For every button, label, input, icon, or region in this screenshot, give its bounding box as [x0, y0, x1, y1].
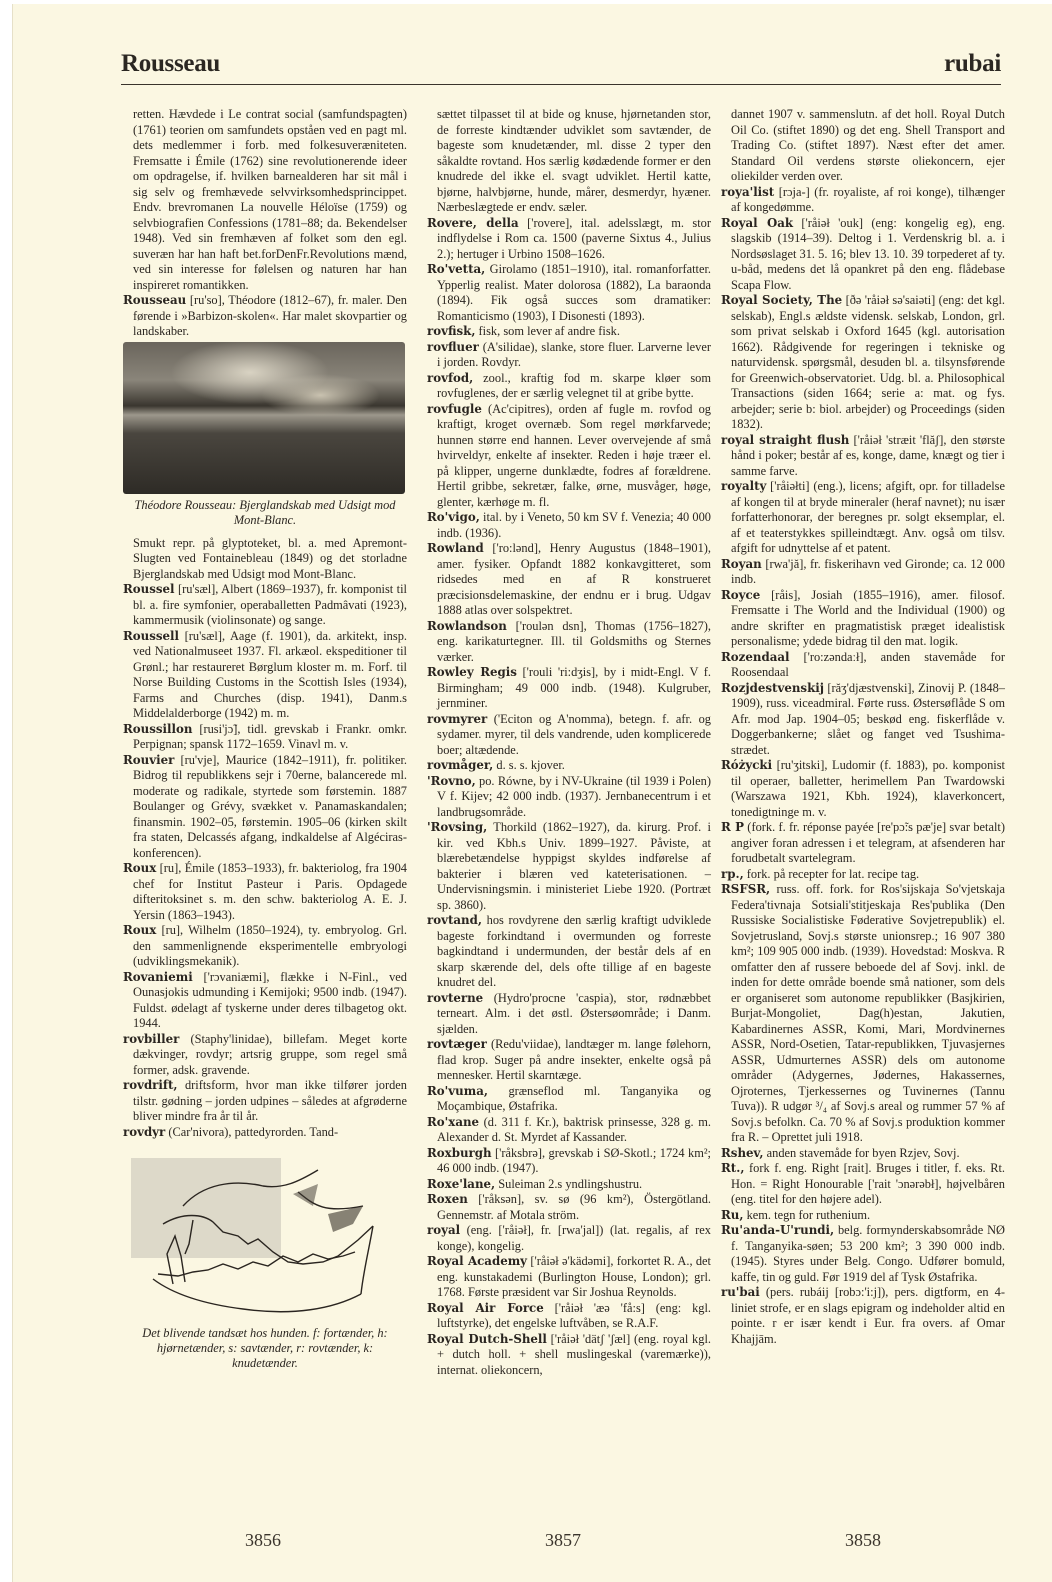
dictionary-entry — [721, 557, 1005, 588]
entry-text: anden stavemåde for byen Rzjev, Sovj. — [763, 1145, 960, 1160]
entry-text: ['roulən dsn], Thomas (1756–1827), eng. karikaturtegner. Ill. til Goldsmiths og Sternes værker. — [437, 618, 711, 664]
dictionary-entry — [427, 665, 711, 712]
page-number-1: 3856 — [245, 1530, 281, 1550]
page-header — [121, 44, 1001, 85]
dictionary-entry — [123, 293, 407, 340]
dictionary-entry — [721, 433, 1005, 480]
entry-headword: rovterne — [427, 990, 484, 1005]
entry-text: (fork. f. fr. réponse payée [re'pɔ̃:s pæ'je] svar betalt) angiver foran adressen i et telegram, at afsenderen har forudbetalt svartelegram. — [731, 820, 1005, 865]
entry-headword: Roxe'lane, — [427, 1176, 496, 1191]
entry-headword: 'Rovsing, — [427, 820, 488, 834]
dictionary-entry — [123, 1032, 407, 1079]
entry-headword: Rouvier — [123, 752, 175, 767]
entry-headword: Rowlandson — [427, 618, 507, 633]
entry-headword: Royce — [721, 587, 761, 602]
dictionary-entry — [427, 324, 711, 340]
dictionary-entry — [427, 541, 711, 619]
entry-headword: 'Rovno, — [427, 773, 476, 788]
entry-text: driftsform, hvor man ikke tilfører jorden tilstr. gødning – jorden udpines – således at afgrøderne bliver mindre fra år til år. — [133, 1078, 407, 1123]
entry-headword: Rozjdestvenskij — [721, 680, 824, 695]
entry-text: Girolamo (1851–1910), ital. romanforfatter. Ypperlig realist. Mater dolorosa (1882), La baraonda (1894). Fik også succes som dramatiker: Romanticismo (1903), I Disonesti (1893). — [437, 262, 711, 323]
dictionary-entry — [427, 340, 711, 371]
dictionary-entry — [427, 371, 711, 402]
entry-text: (d. 311 f. Kr.), baktrisk prinsesse, 328 g. m. Alexander d. St. Myrdet af Kassander. — [437, 1114, 711, 1144]
entry-headword: rovbiller — [123, 1031, 180, 1046]
entry-text: Smukt repr. på glyptoteket, bl. a. med Apremont-Slugten ved Fontainebleau (1849) og det storladne Bjerglandskab med Udsigt mod Mont-Blanc. — [133, 535, 407, 581]
entry-headword: Rozendaal — [721, 649, 790, 664]
entry-headword: Royal Oak — [721, 215, 794, 230]
entry-text: kem. tegn for ruthenium. — [743, 1207, 871, 1222]
entry-text: (Car'nivora), pattedyrorden. Tand- — [165, 1124, 339, 1139]
dictionary-entry — [123, 629, 407, 722]
entry-text: ['råksbrə], grevskab i SØ-Skotl.; 1724 km²; 46 000 indb. (1947). — [437, 1145, 711, 1175]
dictionary-entry — [427, 216, 711, 263]
entry-text: d. s. s. kjover. — [493, 758, 565, 772]
entry-text: [ru'sæl], Aage (f. 1901), da. arkitekt, insp. ved Nationalmuseet 1937. Fl. arkæol. ekspeditioner til Grønl.; har restaureret Børglum kloster m. m. Forf. til Norse Building Customs in the Scottish Isles (1934), Farms and Churches (disp. 1941), Danm.s Middelalderborge (1942) m. m. — [133, 628, 407, 720]
entry-headword: Royal Academy — [427, 1254, 528, 1268]
entry-text: [ru'vje], Maurice (1842–1911), fr. politiker. Bidrog til republikkens sejr i 70erne, balancerede ml. moderate og radikale, styrtede som førstemin. 1887 Boulanger og Grévy, svækket v. Panamaskandalen; finansmin. 1902–05, førstemin. 1905–06 (kirken skilt fra staten, Delcassés afgang, indkaldelse af Algéciras-konferencen). — [133, 752, 407, 860]
entry-headword: Roussillon — [123, 721, 193, 736]
entry-headword: roya'list — [721, 184, 775, 199]
entry-text: (Ac'cipitres), orden af fugle m. rovfod og kraftigt, kroget overnæb. Som regel mørkfarvede; hunnen større end hannen. Lever overvejende af små hvirveldyr, enkelte af insekter. Reden i høje træer el. på klipper, ungerne dunklædte, fodres af forældrene. Hertil gribbe, sekretær, falke, ørne, musvåger, høge, glenter, kærhøge m. fl. — [437, 401, 711, 509]
entry-text: ['ro:zəndaːł], anden stavemåde for Roosendaal — [731, 649, 1005, 679]
entry-headword: Różycki — [721, 758, 773, 772]
entry-headword: Ru, — [721, 1207, 744, 1222]
entry-headword: Ro'vetta, — [427, 262, 486, 276]
dictionary-entry — [721, 882, 1005, 1146]
entry-text: sættet tilpasset til at bide og knuse, hjørnetanden stor, de forreste kindtænder udviklet som savtænder, de bageste som knudetænder, ml. disse 2 typer den såkaldte rovtand. Hos særlig kødædende former er den knudrede del ikke el. svagt udviklet. Hertil katte, bjørne, halvbjørne, hunde, mårer, desmerdyr, hyæner. Nærbeslægtede er endv. sæler. — [437, 107, 711, 214]
entry-headword: rovfluer — [427, 339, 479, 354]
dictionary-entry — [427, 820, 711, 913]
entry-headword: rovtand, — [427, 913, 482, 927]
column-3 — [721, 107, 1005, 1347]
dictionary-entry — [427, 991, 711, 1038]
dictionary-entry — [427, 758, 711, 774]
entry-text: fork. på recepter for lat. recipe tag. — [743, 866, 920, 881]
jaw-figure — [123, 1144, 407, 1371]
entry-text: [rwa'jă], fr. fiskerihavn ved Gironde; ca. 12 000 indb. — [731, 556, 1005, 586]
entry-headword: royalty — [721, 479, 767, 493]
entry-headword: Ro'vuma, — [427, 1083, 488, 1098]
entry-headword: royal straight flush — [721, 432, 850, 447]
entry-headword: rovmåger, — [427, 758, 494, 772]
entry-headword: Rshev, — [721, 1145, 764, 1160]
entry-text: ['råiəł 'æə 'få:s] (eng: kgl. luftstyrke), det engelske luftvåben, se R.A.F. — [437, 1300, 711, 1330]
dictionary-entry — [427, 619, 711, 666]
entry-text: ['råksən], sv. sø (96 km²), Östergötland. Gennemstr. af Motala ström. — [437, 1192, 711, 1222]
entry-headword: rovdyr — [123, 1124, 166, 1139]
entry-text: [răʒ'djæstvenski], Zinovij P. (1848–1909), russ. viceadmiral. Førte russ. Østersøflåde S om Afr. mod Jap. 1904–05; beskød eng. fiskerflåde v. Doggerbankerne; slået og fanget ved Tsushima-strædet. — [731, 680, 1005, 757]
landscape-painting-image — [123, 342, 405, 494]
dictionary-entry — [721, 293, 1005, 433]
dictionary-entry — [721, 758, 1005, 820]
entry-headword: Roxen — [427, 1192, 468, 1206]
entry-text: fork f. eng. Right [rait]. Bruges i titler, f. eks. Rt. Hon. = Right Honourable ['rait 'ɔnərəbł], højvelbåren (eng. titel for den højere adel). — [731, 1161, 1005, 1206]
entry-text: [ru'sæl], Albert (1869–1937), fr. komponist til bl. a. fire symfonier, operaballetten Padmâvati (1923), kammermusik (violinsonate) og sange. — [133, 582, 407, 627]
dictionary-entry — [427, 913, 711, 991]
dictionary-entry — [721, 650, 1005, 681]
column-1 — [123, 107, 407, 1379]
entry-headword: Rousseau — [123, 293, 187, 307]
entry-text: [ru], Émile (1853–1933), fr. bakteriolog, fra 1904 chef for Institut Pasteur i Paris. Opdagede difteritoksinet s. m. den schw. bakteriolog A. E. J. Yersin (1863–1943). — [133, 861, 407, 922]
entry-text: (Redu'viidae), landtæger m. lange følehorn, flad krop. Suger på andre insekter, enkelte også på mennesker. Hertil skarntæge. — [437, 1037, 711, 1082]
entry-headword: rovfisk, — [427, 324, 476, 338]
dictionary-entry — [427, 1115, 711, 1146]
page-number-2: 3857 — [545, 1530, 581, 1550]
dictionary-entry — [427, 1301, 711, 1332]
dictionary-entry — [721, 185, 1005, 216]
entry-headword: rp., — [721, 866, 744, 881]
dictionary-entry — [427, 262, 711, 324]
entry-headword: rovdrift, — [123, 1078, 178, 1092]
dictionary-entry — [427, 1037, 711, 1084]
entry-text: Suleiman 2.s yndlingshustru. — [495, 1176, 643, 1191]
entry-headword: Roussell — [123, 628, 180, 643]
entry-text: [råis], Josiah (1855–1916), amer. filosof. Fremsatte i The World and the Individual (1900) og andre skrifter en pragmatistisk præget idealistisk personalisme; ydede bidrag til den mat. logik. — [731, 587, 1005, 648]
dictionary-entry — [721, 479, 1005, 557]
entry-headword: royal — [427, 1223, 461, 1237]
entry-text: belg. formynderskabsområde NØ f. Tanganyika-søen; 53 200 km²; 3 390 000 indb. (1945). Styres under Belg. Congo. Udfører bomuld, kaffe, tin og guld. Før 1919 del af Tysk Østafrika. — [731, 1223, 1005, 1284]
dictionary-entry — [427, 510, 711, 541]
dictionary-entry — [721, 1208, 1005, 1224]
entry-text: [ru'ʒitski], Ludomir (f. 1883), po. komponist til operaer, balletter, herimellem Pan Twardowski (Warszawa 1921, Kbh. 1924), klaverkoncert, tonedigtninge m. v. — [731, 758, 1005, 819]
entry-text: [ðə 'råiəł sə'saiəti] (eng: det kgl. selskab), Engl.s ældste vidensk. selskab, London, grl. som privat selskab i Oxford 1645 (kgl. autorisation 1662). Rådgivende for regeringen i tekniske og naturvidensk. spørgsmål, desuden bl. a. tilsynsførende for Greenwich-observatoriet. Udg. bl. a. Philosophical Transactions (siden 1664; serie a: mat. og fys. arbejder; serie b: biol. arbejder) og Proceedings (siden 1832). — [731, 293, 1005, 431]
entry-text: ['rovere], ital. adelsslægt, m. stor indflydelse i Rom ca. 1500 (paverne Sixtus 4., Julius 2.); hertuger i Urbino 1508–1626. — [437, 215, 712, 261]
entry-headword: rovtæger — [427, 1037, 487, 1051]
dog-jaw-illustration — [123, 1144, 407, 1322]
entry-continuation — [123, 107, 407, 293]
column-2 — [427, 107, 711, 1378]
entry-text: ital. by i Veneto, 50 km SV f. Venezia; 40 000 indb. (1936). — [437, 510, 711, 540]
dictionary-entry — [427, 1146, 711, 1177]
entry-headword: Roxburgh — [427, 1145, 492, 1160]
entry-headword: Rt., — [721, 1161, 745, 1175]
entry-text: [ru'so], Théodore (1812–67), fr. maler. Den førende i »Barbizon-skolen«. Har malet skovpartier og landskaber. — [133, 293, 407, 338]
entry-text: ['råiəł 'dätʃ 'ʃæl] (eng. royal kgl. + dutch holl. + shell muslingeskal (varemærke)), internat. oliekoncern, — [437, 1331, 711, 1377]
dictionary-entry — [123, 923, 407, 970]
dictionary-entry — [123, 1125, 407, 1141]
entry-text: ['rouli 'ri:dʒis], by i midt-Engl. V f. Birmingham; 49 000 indb. (1948). Kulgruber, jernminer. — [437, 665, 711, 710]
entry-headword: rovmyrer — [427, 711, 488, 726]
figure-caption: Théodore Rousseau: Bjerglandskab med Udsigt mod Mont-Blanc. — [134, 497, 396, 527]
entry-headword: Rovaniemi — [123, 969, 193, 984]
dictionary-entry — [427, 774, 711, 821]
dictionary-entry — [721, 1285, 1005, 1347]
entry-text: Thorkild (1862–1927), da. kirurg. Prof. i kir. ved Kbh.s Univ. 1899–1927. Påviste, at blærebetændelse hyppigst skyldes indførelse af bakterier i blæren ved kateterisationen. – Undervisningsmin. i ministeriet Liebe 1920. (Portræt sp. 3860). — [437, 820, 711, 912]
entry-headword: RSFSR, — [721, 882, 771, 896]
dictionary-entry — [721, 1146, 1005, 1162]
entry-headword: Roux — [123, 923, 157, 937]
dictionary-entry — [123, 722, 407, 753]
entry-text: ['råiəł 'ouk] (eng: kongelig eg), eng. slagskib (1914–39). Deltog i 1. Verdenskrig bl. a. i Nordsøslaget 31. 5. 16; blev 13. 10. 39 torpederet af ty. u-båd, medens det lå opankret på den eng. flådebase Scapa Flow. — [731, 215, 1005, 292]
dictionary-entry — [427, 1177, 711, 1193]
dictionary-page-spread — [12, 4, 1052, 1582]
entry-headword: Rovere, della — [427, 215, 519, 230]
dictionary-entry — [427, 1254, 711, 1301]
entry-headword: Royal Air Force — [427, 1300, 544, 1315]
entry-text: (pers. rubáij [robɔ:'i:j]), pers. digtform, en 4-liniet strofe, er en slags epigram og indeholder altid en pointe. r er især kendt i Eur. fra overs. af Omar Khajjām. — [731, 1285, 1005, 1346]
entry-headword: ru'bai — [721, 1285, 760, 1299]
entry-text: retten. Hævdede i Le contrat social (samfundspagten) (1761) teorien om samfundets opståen ved en pagt ml. dets medlemmer i forb. med folkesuveræniteten. Fremsatte i Émile (1762) sine revolutionerende ideer om opdragelse, if. hvilken barnealderen har sit mål i sig selv og fremhævede selvvirksomhedsprincippet. Endv. brevromanen La nouvelle Héloïse (1759) og selvbiografien Confessions (1781–88; da. Bekendelser 1948). Ved sin fremhæven af folket som den egl. suveræn har han haft bet.forDenFr.Revolutions mænd, ved sin interesse for følelsen og naturen har han inspireret romantikken. — [133, 107, 407, 292]
entry-text: zool., kraftig fod m. skarpe kløer som rovfuglenes, der er særlig velegnet til at gribe bytte. — [437, 370, 711, 400]
dictionary-entry — [123, 582, 407, 629]
entry-text: ['ro:lənd], Henry Augustus (1848–1901), amer. fysiker. Opfandt 1882 konkavgitteret, som ridsedes med en af R konstrueret præcisionsdelemaskine, der endnu er i brug. Udgav 1888 atlas over solspektret. — [437, 541, 711, 617]
entry-headword: rovfod, — [427, 370, 474, 385]
dictionary-entry — [427, 402, 711, 511]
entry-text: fisk, som lever af andre fisk. — [475, 324, 620, 338]
entry-headword: Ro'xane — [427, 1114, 480, 1129]
entry-text: grænseflod ml. Tanganyika og Moçambique, Østafrika. — [437, 1083, 711, 1113]
dictionary-entry — [721, 1223, 1005, 1285]
entry-text: (Staphy'linidae), billefam. Meget korte dækvinger, rovdyr; artsrig gruppe, som regel små former, adsk. gravende. — [133, 1031, 407, 1077]
entry-text: (Hydro'procne 'caspia), stor, rødnæbbet terneart. Alm. i det østl. Østersøområde; i Danm. sjælden. — [437, 990, 711, 1036]
entry-text: [ru], Wilhelm (1850–1924), ty. embryolog. Grl. den sammenlignende eksperimentelle embryologi (udviklingsmekanik). — [133, 923, 407, 968]
entry-headword: Rowley Regis — [427, 665, 517, 679]
entry-text: ['råiəł ə'kädəmi], forkortet R. A., det eng. kunstakademi (Burlington House, London); grl. 1768. Første præsident var Sir Joshua Reynolds. — [437, 1254, 711, 1299]
dictionary-entry — [427, 712, 711, 759]
entry-continuation — [427, 107, 711, 216]
dictionary-entry — [427, 1223, 711, 1254]
dictionary-entry — [123, 753, 407, 862]
entry-headword: Royan — [721, 556, 762, 571]
page-number-3: 3858 — [845, 1530, 881, 1550]
entry-text: (A'silidae), slanke, store fluer. Larverne lever i jorden. Rovdyr. — [437, 339, 711, 369]
guideword-left: Rousseau — [121, 50, 221, 77]
entry-headword: R P — [721, 820, 744, 834]
entry-text: ('Eciton og A'nomma), betegn. f. afr. og sydamer. myrer, til dels vandrende, uden komplicerede boer; altædende. — [437, 711, 711, 757]
guideword-right: rubai — [944, 50, 1001, 77]
entry-text: hos rovdyrene den særlig kraftigt udviklede bageste forkindtand i overmunden og forreste bagkindtand i undermunden, der består dels af en skarp skærende del, dels ofte tillige af en bageste knudret del. — [437, 913, 711, 989]
entry-text: [rusi'jɔ̃], tidl. grevskab i Frankr. omkr. Perpignan; spansk 1172–1659. Vinavl m. v. — [133, 721, 407, 751]
entry-headword: Roussel — [123, 582, 175, 596]
dictionary-entry — [427, 1332, 711, 1379]
figure-caption: Det blivende tandsæt hos hunden. f: fortænder, h: hjørnetænder, s: savtænder, r: rovtænder, k: knudetænder. — [142, 1326, 388, 1370]
dictionary-entry — [123, 970, 407, 1032]
entry-text: ['råiəłti] (eng.), licens; afgift, opr. for tilladelse af kongen til at bryde mineraler (heraf navnet); nu især forfatterhonorar, der beregnes pr. solgt eksemplar, el. af et teaterstykkes spilleindtægt. Anv. også om tilsv. afgift for udnyttelse af et patent. — [731, 479, 1005, 555]
entry-text: dannet 1907 v. sammenslutn. af det holl. Royal Dutch Oil Co. (stiftet 1890) og det eng. Shell Transport and Trading Co. (stiftet 1897). Næst efter det amer. Standard Oil verdens største oliekoncern, ejer oliekilder verden over. — [731, 107, 1005, 183]
dictionary-entry — [721, 1161, 1005, 1208]
entry-continuation — [123, 536, 407, 583]
entry-headword: rovfugle — [427, 401, 482, 416]
entry-text: (eng. ['råiəł], fr. [rwa'jal]) (lat. regalis, af rex konge), kongelig. — [437, 1223, 711, 1253]
entry-headword: Roux — [123, 861, 157, 875]
dictionary-entry — [721, 820, 1005, 867]
entry-headword: Royal Society, The — [721, 293, 843, 307]
entry-text: ['råiəł 'stræit 'flăʃ], den største hånd i poker; består af es, konge, dame, knægt og tier i samme farve. — [731, 432, 1005, 478]
dictionary-entry — [721, 681, 1005, 759]
dictionary-entry — [427, 1192, 711, 1223]
entry-text: [rɔja-] (fr. royaliste, af roi konge), tilhænger af kongedømme. — [731, 184, 1005, 214]
dictionary-entry — [123, 1078, 407, 1125]
entry-text: po. Równe, by i NV-Ukraine (til 1939 i Polen) V f. Kijev; 42 000 indb. (1937). Jernbanecentrum i et landbrugsområde. — [437, 773, 711, 819]
dictionary-entry — [721, 588, 1005, 650]
dictionary-entry — [427, 1084, 711, 1115]
dictionary-entry — [123, 861, 407, 923]
dictionary-entry — [721, 216, 1005, 294]
entry-headword: Ru'anda-U'rundi, — [721, 1223, 835, 1237]
entry-headword: Rowland — [427, 541, 484, 555]
dictionary-entry — [721, 867, 1005, 883]
entry-headword: Ro'vigo, — [427, 510, 480, 524]
entry-text: ['rɔvaniæmi], flække i N-Finl., ved Ounasjokis udmunding i Kemijoki; 9500 indb. (1947). Fuldst. ødelagt af tyskerne under deres tilbagetog okt. 1944. — [133, 969, 407, 1030]
entry-continuation — [721, 107, 1005, 185]
entry-headword: Royal Dutch-Shell — [427, 1331, 547, 1346]
painting-figure — [123, 342, 407, 528]
entry-text: russ. off. fork. for Ros'sijskaja So'vjetskaja Federa'tivnaja Sotsiali'stitjeskaja Res'publika (Den Russiske Socialistiske Føderative Sovjetrepublik) el. Sovjetrusland, Sovj.s største unionsrep.; 16 907 380 km²; 109 905 000 indb. (1939). Hovedstad: Moskva. R omfatter den af russere beboede del af Sovj. inkl. de inden for dette område boende små nationer, som dels er organiseret som autonome republikker (Basjkirien, Burjat-Mongoliet, Dag(h)estan, Jakutien, Kabardinernes ASSR, Komi, Mari, Mordvinernes ASSR, Nord-Osetien, Tatar-republikken, Tjuvasjernes ASSR, Udmurternes ASSR) dels om autonome områder (Adygernes, Jødernes, Hakassernes, Ojroternes, Tjerkessernes og Tuvinernes (Tannu Tuva)). R udgør ³/₄ af Sovj.s areal og rummer 57 % af Sovj.s befolkn. Ca. 70 % af Sovj.s produktion kommer fra R. – Oprettet juli 1918. — [731, 882, 1005, 1144]
